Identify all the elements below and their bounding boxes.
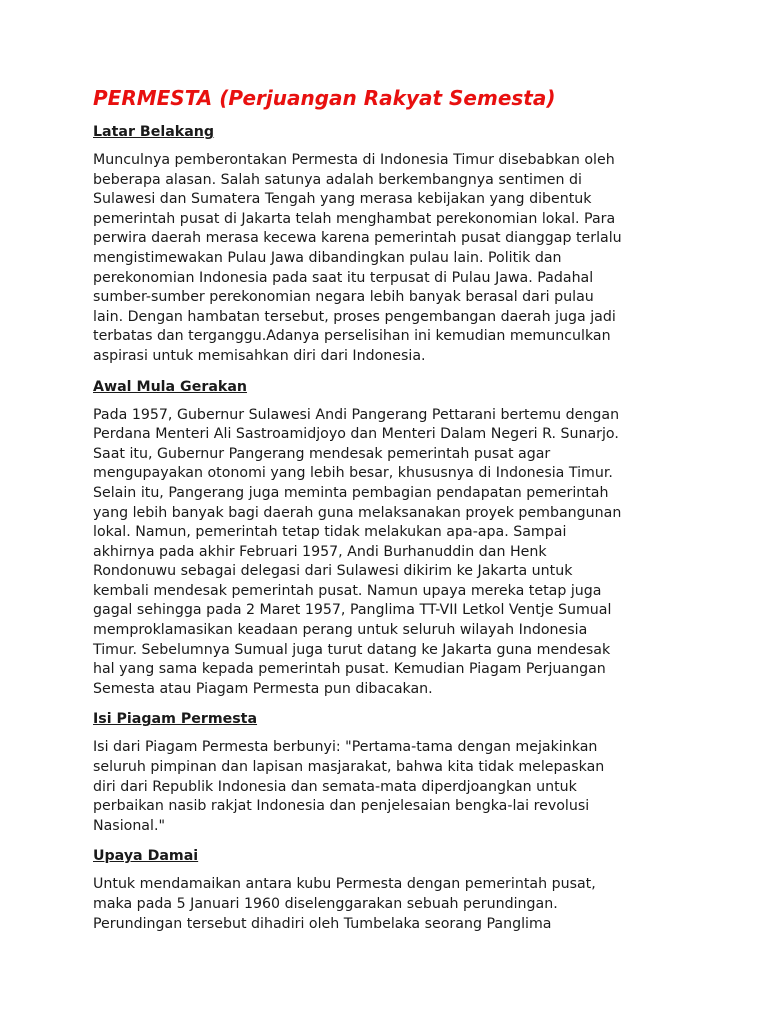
section-heading-awal-mula-gerakan: Awal Mula Gerakan [93, 378, 248, 395]
section-body-upaya-damai: Untuk mendamaikan antara kubu Permesta dengan pemerintah pusat, maka pada 5 Januari 1960 diselenggarakan sebuah perundingan. Perundingan tersebut dihadiri oleh Tumbelaka seorang Panglima [93, 876, 596, 932]
section-heading-latar-belakang: Latar Belakang [93, 124, 215, 140]
section-body-isi-piagam-permesta: Isi dari Piagam Permesta berbunyi: "Pertama-tama dengan mejakinkan seluruh pimpinan dan lapisan masjarakat, bahwa kita tidak melepaskan diri dari Republik Indonesia dan semata-mata diperdjoangkan untuk perbaikan nasib rakjat Indonesia dan penjelesaian bengka-lai revolusi Nasional." [93, 739, 605, 834]
document-page [93, 86, 683, 945]
section-body-latar-belakang: Munculnya pemberontakan Permesta di Indonesia Timur disebabkan oleh beberapa alasan. Salah satunya adalah berkembangnya sentimen di Sulawesi dan Sumatera Tengah yang merasa kebijakan yang dibentuk pemerintah pusat di Jakarta telah menghambat perekonomian lokal. Para perwira daerah merasa kecewa karena pemerintah pusat dianggap terlalu mengistimewakan Pulau Jawa dibandingkan pulau lain. Politik dan perekonomian Indonesia pada saat itu terpusat di Pulau Jawa. Padahal sumber-sumber perekonomian negara lebih banyak berasal dari pulau lain. Dengan hambatan tersebut, proses pengembangan daerah juga jadi terbatas dan terganggu.Adanya perselisihan ini kemudian memunculkan aspirasi untuk memisahkan diri dari Indonesia. [93, 152, 622, 364]
section-heading-upaya-damai: Upaya Damai [93, 848, 199, 865]
section-body-awal-mula-gerakan: Pada 1957, Gubernur Sulawesi Andi Pangerang Pettarani bertemu dengan Perdana Menteri Ali Sastroamidjoyo dan Menteri Dalam Negeri R. Sunarjo. Saat itu, Gubernur Pangerang mendesak pemerintah pusat agar mengupayakan otonomi yang lebih besar, khususnya di Indonesia Timur. Selain itu, Pangerang juga meminta pembagian pendapatan pemerintah yang lebih banyak bagi daerah guna melaksanakan proyek pembangunan lokal. Namun, pemerintah tetap tidak melakukan apa-apa. Sampai akhirnya pada akhir Februari 1957, Andi Burhanuddin dan Henk Rondonuwu sebagai delegasi dari Sulawesi dikirim ke Jakarta untuk kembali mendesak pemerintah pusat. Namun upaya mereka tetap juga gagal sehingga pada 2 Maret 1957, Panglima TT-VII Letkol Ventje Sumual memproklamasikan keadaan perang untuk seluruh wilayah Indonesia Timur. Sebelumnya Sumual juga turut datang ke Jakarta guna mendesak hal yang sama kepada pemerintah pusat. Kemudian Piagam Perjuangan Semesta atau Piagam Permesta pun dibacakan. [93, 406, 622, 697]
section-heading-isi-piagam-permesta: Isi Piagam Permesta [93, 711, 258, 728]
document-title: PERMESTA (Perjuangan Rakyat Semesta) [93, 86, 556, 110]
